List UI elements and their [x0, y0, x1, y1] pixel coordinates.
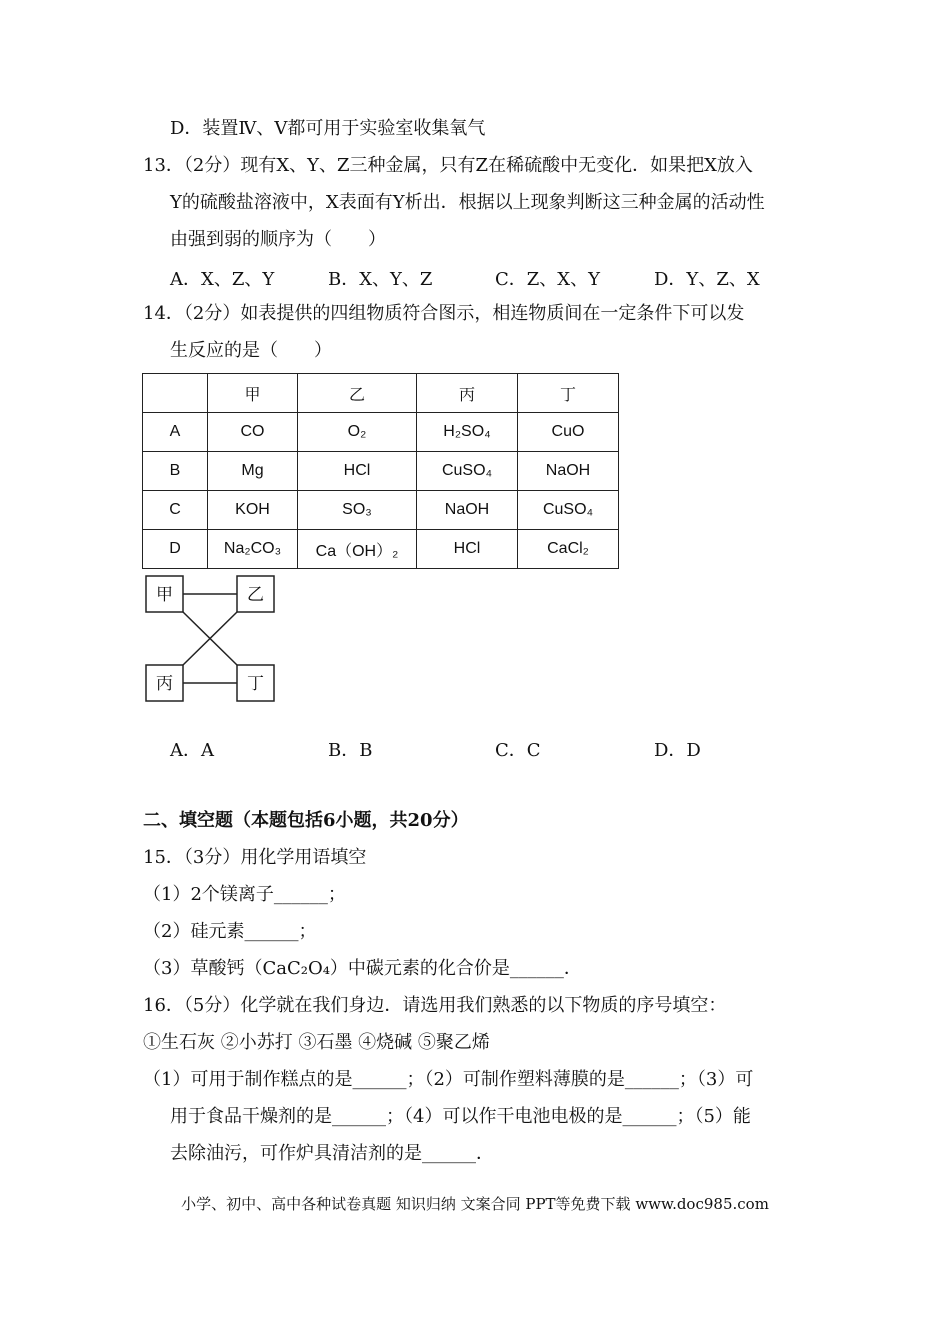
q16-stem: 16．（5分）化学就在我们身边．请选用我们熟悉的以下物质的序号填空： — [143, 995, 727, 1016]
q13-stem-line1: 13．（2分）现有X、Y、Z三种金属，只有Z在稀硫酸中无变化．如果把X放入 — [143, 155, 753, 176]
table-cell: D — [143, 530, 208, 569]
q14-option-a: A．A — [170, 740, 214, 761]
q15-item-1: （1）2个镁离子______； — [143, 884, 346, 905]
table-row — [143, 413, 619, 452]
q13-option-d: D．Y、Z、X — [654, 269, 760, 290]
table-row — [143, 452, 619, 491]
q16-line3: 去除油污，可作炉具清洁剂的是______． — [170, 1143, 494, 1164]
q14-option-d: D．D — [654, 740, 701, 761]
q14-stem-line1: 14．（2分）如表提供的四组物质符合图示，相连物质间在一定条件下可以发 — [143, 303, 745, 324]
q13-stem-line3: 由强到弱的顺序为（ ） — [170, 229, 386, 250]
table-cell: SO₃ — [298, 491, 417, 530]
q12-option-d: D．装置Ⅳ、Ⅴ都可用于实验室收集氧气 — [170, 118, 486, 139]
table-header-cell: 甲 — [208, 374, 298, 413]
q14-relation-diagram — [140, 572, 285, 707]
q15-item-2: （2）硅元素______； — [143, 921, 317, 942]
table-cell: CuO — [518, 413, 619, 452]
table-header-row — [143, 374, 619, 413]
diagram-label-ding: 丁 — [247, 674, 264, 694]
section-2-title: 二、填空题（本题包括6小题，共20分） — [143, 810, 469, 831]
table-cell: A — [143, 413, 208, 452]
table-cell: HCl — [298, 452, 417, 491]
q15-item-3: （3）草酸钙（CaC₂O₄）中碳元素的化合价是______． — [143, 958, 582, 979]
table-cell: KOH — [208, 491, 298, 530]
table-cell: HCl — [417, 530, 518, 569]
table-cell: CuSO₄ — [518, 491, 619, 530]
table-cell: B — [143, 452, 208, 491]
table-header-cell — [143, 374, 208, 413]
table-header-cell: 乙 — [298, 374, 417, 413]
q13-options — [170, 265, 810, 289]
table-cell: Mg — [208, 452, 298, 491]
table-cell: NaOH — [417, 491, 518, 530]
q14-options — [170, 736, 810, 760]
table-header-cell: 丙 — [417, 374, 518, 413]
table-cell: H₂SO₄ — [417, 413, 518, 452]
q13-option-b: B．X、Y、Z — [328, 269, 433, 290]
q16-substances: ①生石灰 ②小苏打 ③石墨 ④烧碱 ⑤聚乙烯 — [143, 1032, 490, 1053]
table-row — [143, 530, 619, 569]
table-cell: C — [143, 491, 208, 530]
q13-stem-line2: Y的硫酸盐溶液中，X表面有Y析出．根据以上现象判断这三种金属的活动性 — [170, 192, 765, 213]
table-row — [143, 491, 619, 530]
q14-stem-line2: 生反应的是（ ） — [170, 340, 332, 361]
q14-option-c: C．C — [495, 740, 541, 761]
table-cell: O₂ — [298, 413, 417, 452]
q14-table — [142, 373, 619, 569]
table-cell: Na₂CO₃ — [208, 530, 298, 569]
q16-line1: （1）可用于制作糕点的是______；（2）可制作塑料薄膜的是______；（3）可 — [143, 1069, 754, 1090]
q15-stem: 15．（3分）用化学用语填空 — [143, 847, 367, 868]
q13-option-c: C．Z、X、Y — [495, 269, 600, 290]
table-cell: CuSO₄ — [417, 452, 518, 491]
page-footer: 小学、初中、高中各种试卷真题 知识归纳 文案合同 PPT等免费下载 www.doc985.com — [181, 1195, 769, 1213]
diagram-label-yi: 乙 — [247, 585, 264, 605]
q13-option-a: A．X、Z、Y — [170, 269, 275, 290]
table-cell: NaOH — [518, 452, 619, 491]
q16-line2: 用于食品干燥剂的是______；（4）可以作干电池电极的是______；（5）能 — [170, 1106, 751, 1127]
diagram-label-bing: 丙 — [156, 674, 173, 694]
diagram-label-jia: 甲 — [156, 585, 173, 605]
table-header-cell: 丁 — [518, 374, 619, 413]
table-cell: CaCl₂ — [518, 530, 619, 569]
table-cell: Ca（OH）₂ — [298, 530, 417, 569]
table-cell: CO — [208, 413, 298, 452]
q14-option-b: B．B — [328, 740, 373, 761]
